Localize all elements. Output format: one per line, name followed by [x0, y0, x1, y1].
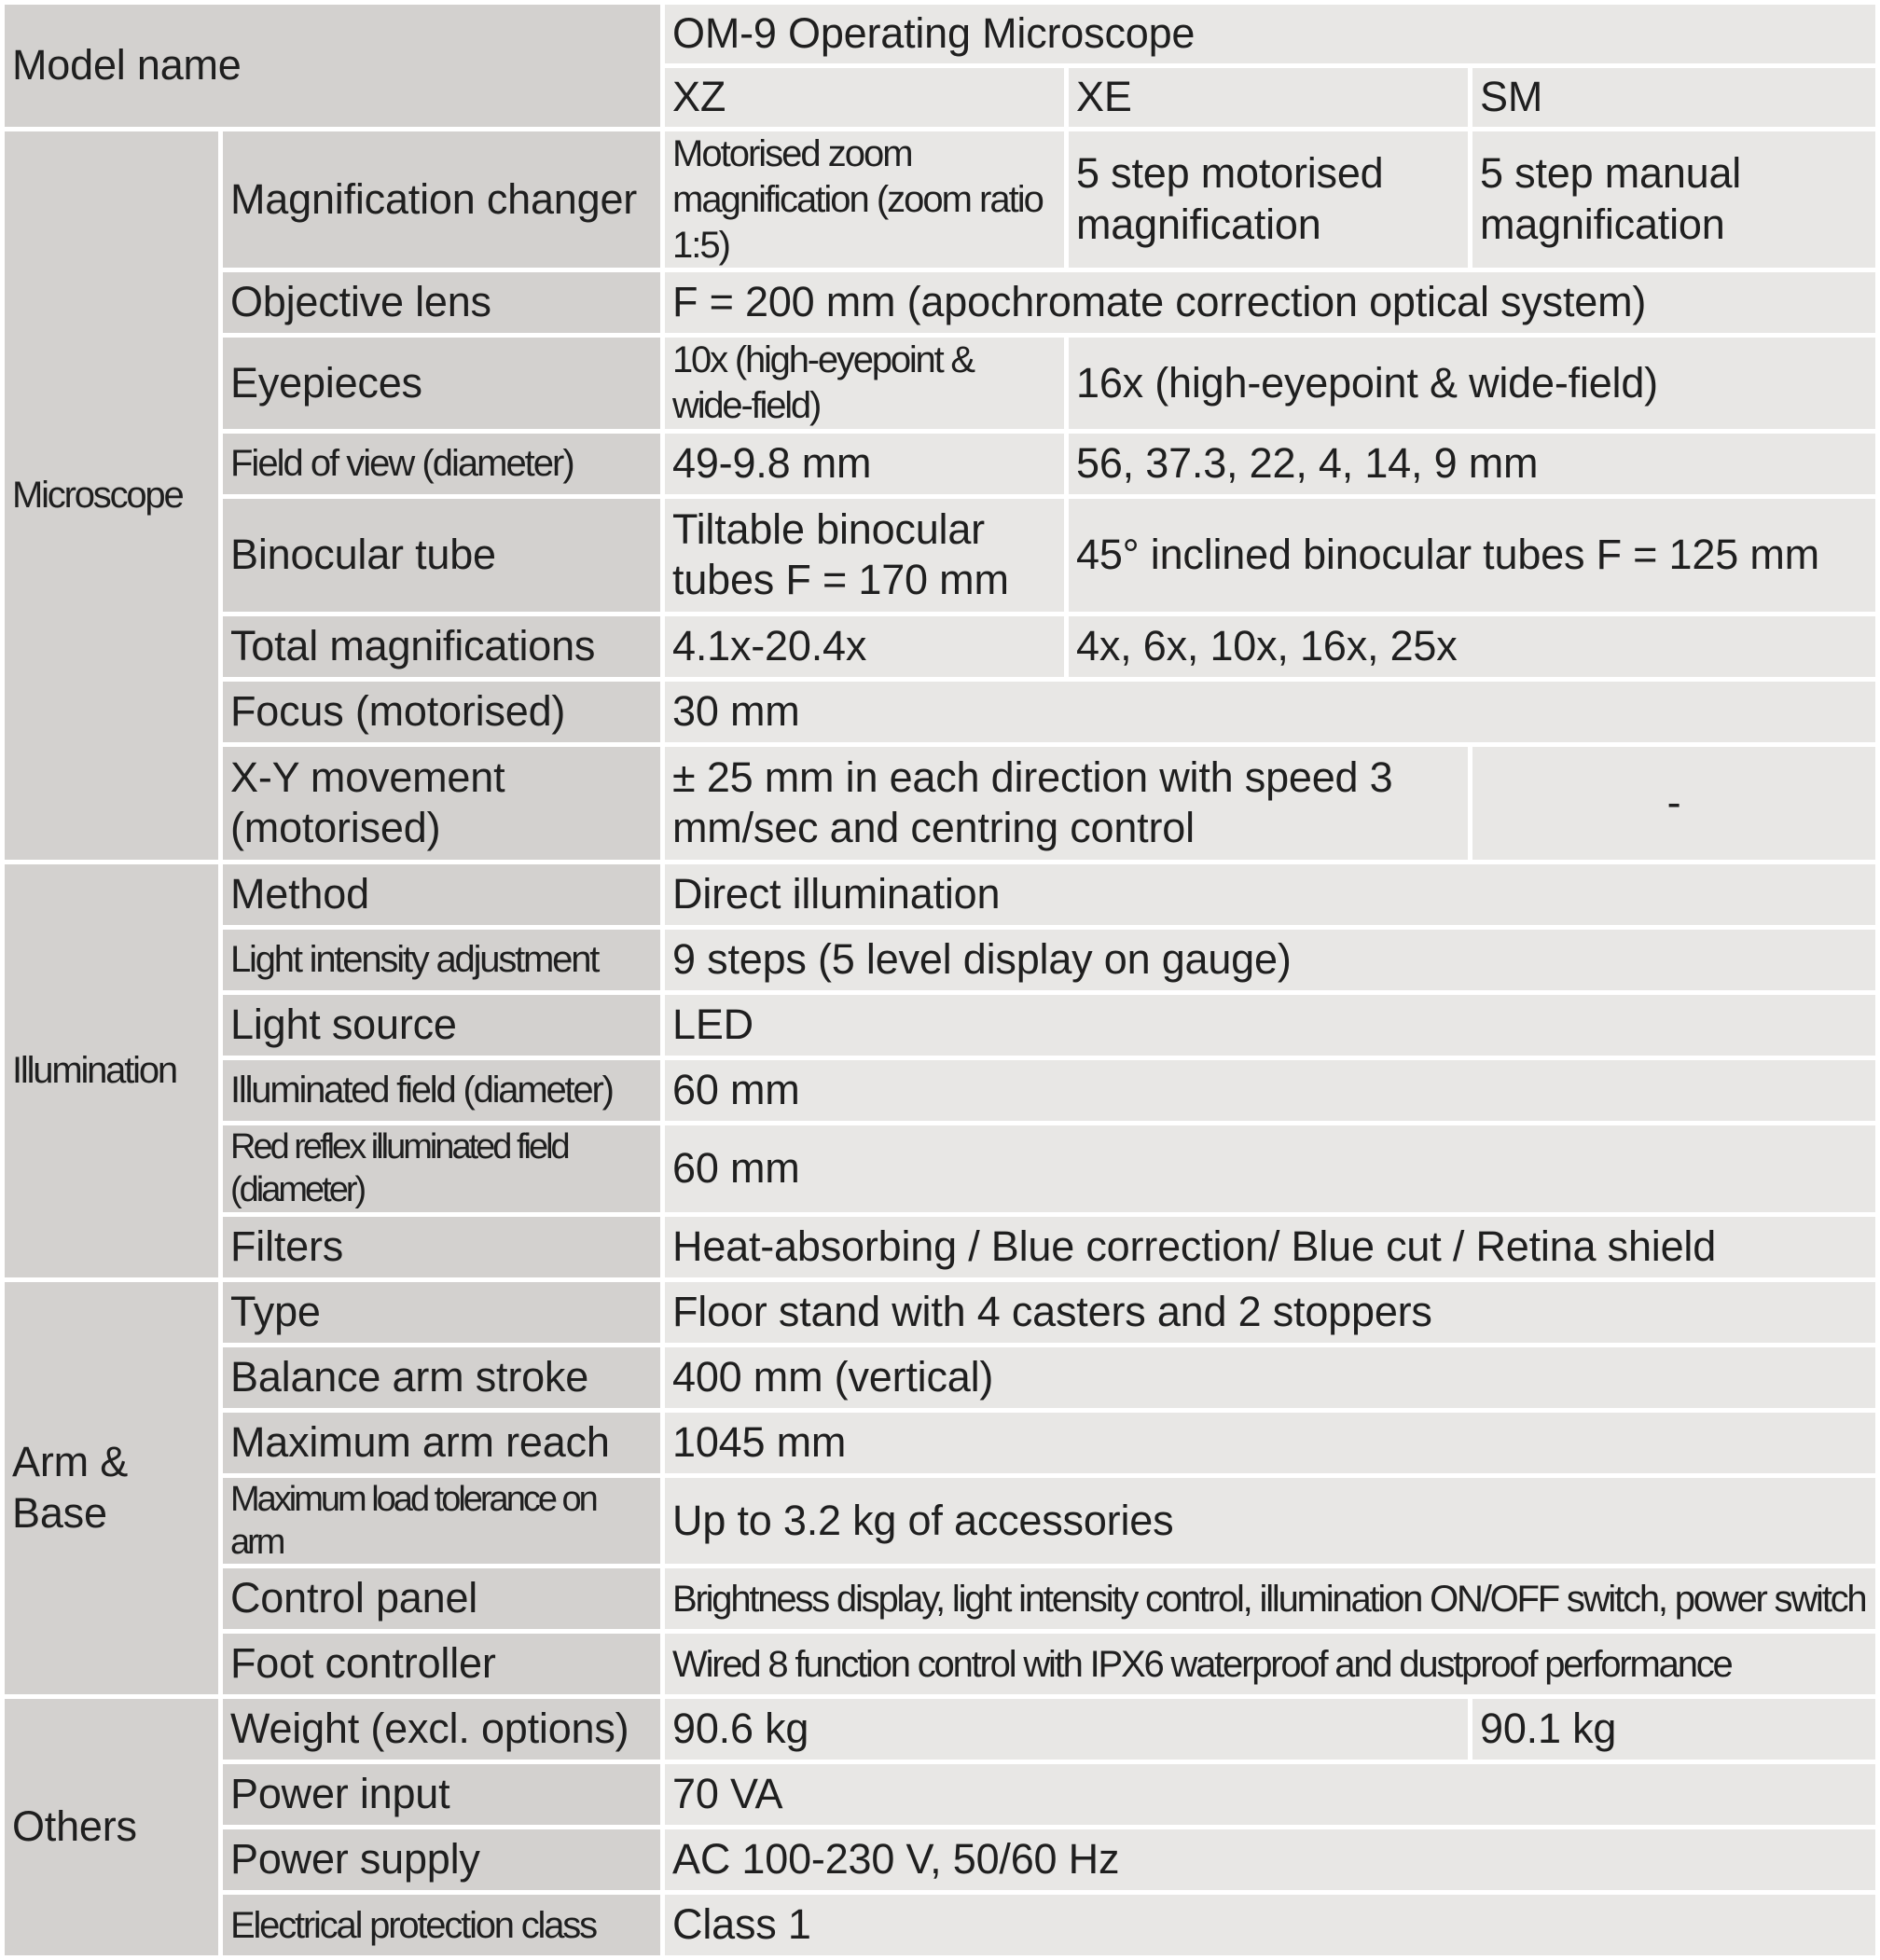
category-others: Others: [5, 1699, 218, 1955]
row-foot-controller: [5, 1634, 1875, 1694]
row-light-intensity: [5, 930, 1875, 990]
row-red-reflex: [5, 1125, 1875, 1212]
value-xy-movement-sm: -: [1472, 747, 1875, 860]
value-field-of-view-xe-sm: 56, 37.3, 22, 4, 14, 9 mm: [1069, 434, 1875, 494]
value-control-panel: Brightness display, light intensity control, illumination ON/OFF switch, power switch: [665, 1568, 1875, 1629]
label-objective-lens: Objective lens: [223, 272, 660, 333]
row-xy-movement: [5, 747, 1875, 860]
label-type: Type: [223, 1282, 660, 1343]
value-total-magnifications-xe-sm: 4x, 6x, 10x, 16x, 25x: [1069, 616, 1875, 677]
row-focus: [5, 682, 1875, 742]
category-microscope: Microscope: [5, 131, 218, 860]
row-binocular-tube: [5, 499, 1875, 612]
value-foot-controller: Wired 8 function control with IPX6 waterproof and dustproof performance: [665, 1634, 1875, 1694]
label-focus: Focus (motorised): [223, 682, 660, 742]
value-protection-class: Class 1: [665, 1895, 1875, 1955]
value-eyepieces-xz: 10x (high-eyepoint & wide-field): [665, 338, 1064, 429]
label-filters: Filters: [223, 1217, 660, 1277]
row-eyepieces: [5, 338, 1875, 429]
value-xy-movement-xz-xe: ± 25 mm in each direction with speed 3 mm/sec and centring control: [665, 747, 1468, 860]
category-illumination: Illumination: [5, 864, 218, 1277]
value-light-intensity: 9 steps (5 level display on gauge): [665, 930, 1875, 990]
header-row-product: [5, 5, 1875, 63]
label-max-load: Maximum load tolerance on arm: [223, 1478, 660, 1565]
value-max-arm-reach: 1045 mm: [665, 1413, 1875, 1473]
row-protection-class: [5, 1895, 1875, 1955]
value-weight-sm: 90.1 kg: [1472, 1699, 1875, 1760]
label-red-reflex: Red reflex illuminated field (diameter): [223, 1125, 660, 1212]
label-xy-movement: X-Y movement (motorised): [223, 747, 660, 860]
value-balance-arm-stroke: 400 mm (vertical): [665, 1347, 1875, 1408]
value-power-input: 70 VA: [665, 1764, 1875, 1825]
label-method: Method: [223, 864, 660, 925]
label-magnification-changer: Magnification changer: [223, 131, 660, 268]
row-power-input: [5, 1764, 1875, 1825]
row-illuminated-field: [5, 1060, 1875, 1121]
row-filters: [5, 1217, 1875, 1277]
label-weight: Weight (excl. options): [223, 1699, 660, 1760]
value-eyepieces-xe-sm: 16x (high-eyepoint & wide-field): [1069, 338, 1875, 429]
value-method: Direct illumination: [665, 864, 1875, 925]
category-arm-base: Arm & Base: [5, 1282, 218, 1695]
model-sm: SM: [1472, 68, 1875, 127]
label-eyepieces: Eyepieces: [223, 338, 660, 429]
label-power-input: Power input: [223, 1764, 660, 1825]
row-type: [5, 1282, 1875, 1343]
label-light-source: Light source: [223, 995, 660, 1056]
value-magnification-xz: Motorised zoom magnification (zoom ratio 1:5): [665, 131, 1064, 268]
value-illuminated-field: 60 mm: [665, 1060, 1875, 1121]
row-light-source: [5, 995, 1875, 1056]
value-red-reflex: 60 mm: [665, 1125, 1875, 1212]
value-magnification-sm: 5 step manual magnification: [1472, 131, 1875, 268]
row-objective-lens: [5, 272, 1875, 333]
value-objective-lens: F = 200 mm (apochromate correction optical system): [665, 272, 1875, 333]
row-total-magnifications: [5, 616, 1875, 677]
label-control-panel: Control panel: [223, 1568, 660, 1629]
label-max-arm-reach: Maximum arm reach: [223, 1413, 660, 1473]
label-illuminated-field: Illuminated field (diameter): [223, 1060, 660, 1121]
value-power-supply: AC 100-230 V, 50/60 Hz: [665, 1829, 1875, 1890]
value-type: Floor stand with 4 casters and 2 stoppers: [665, 1282, 1875, 1343]
label-protection-class: Electrical protection class: [223, 1895, 660, 1955]
row-max-load: [5, 1478, 1875, 1565]
value-max-load: Up to 3.2 kg of accessories: [665, 1478, 1875, 1565]
label-foot-controller: Foot controller: [223, 1634, 660, 1694]
row-field-of-view: [5, 434, 1875, 494]
row-magnification-changer: [5, 131, 1875, 268]
row-max-arm-reach: [5, 1413, 1875, 1473]
row-control-panel: [5, 1568, 1875, 1629]
label-binocular-tube: Binocular tube: [223, 499, 660, 612]
row-balance-arm-stroke: [5, 1347, 1875, 1408]
label-field-of-view: Field of view (diameter): [223, 434, 660, 494]
row-weight: [5, 1699, 1875, 1760]
value-weight-xz-xe: 90.6 kg: [665, 1699, 1468, 1760]
row-power-supply: [5, 1829, 1875, 1890]
value-field-of-view-xz: 49-9.8 mm: [665, 434, 1064, 494]
label-power-supply: Power supply: [223, 1829, 660, 1890]
model-xe: XE: [1069, 68, 1468, 127]
label-light-intensity: Light intensity adjustment: [223, 930, 660, 990]
label-total-magnifications: Total magnifications: [223, 616, 660, 677]
value-magnification-xe: 5 step motorised magnification: [1069, 131, 1468, 268]
value-light-source: LED: [665, 995, 1875, 1056]
row-method: [5, 864, 1875, 925]
product-name: OM-9 Operating Microscope: [665, 5, 1875, 63]
model-xz: XZ: [665, 68, 1064, 127]
value-total-magnifications-xz: 4.1x-20.4x: [665, 616, 1064, 677]
value-binocular-xz: Tiltable binocular tubes F = 170 mm: [665, 499, 1064, 612]
value-focus: 30 mm: [665, 682, 1875, 742]
model-name-label: Model name: [5, 5, 660, 127]
value-binocular-xe-sm: 45° inclined binocular tubes F = 125 mm: [1069, 499, 1875, 612]
value-filters: Heat-absorbing / Blue correction/ Blue cut / Retina shield: [665, 1217, 1875, 1277]
label-balance-arm-stroke: Balance arm stroke: [223, 1347, 660, 1408]
